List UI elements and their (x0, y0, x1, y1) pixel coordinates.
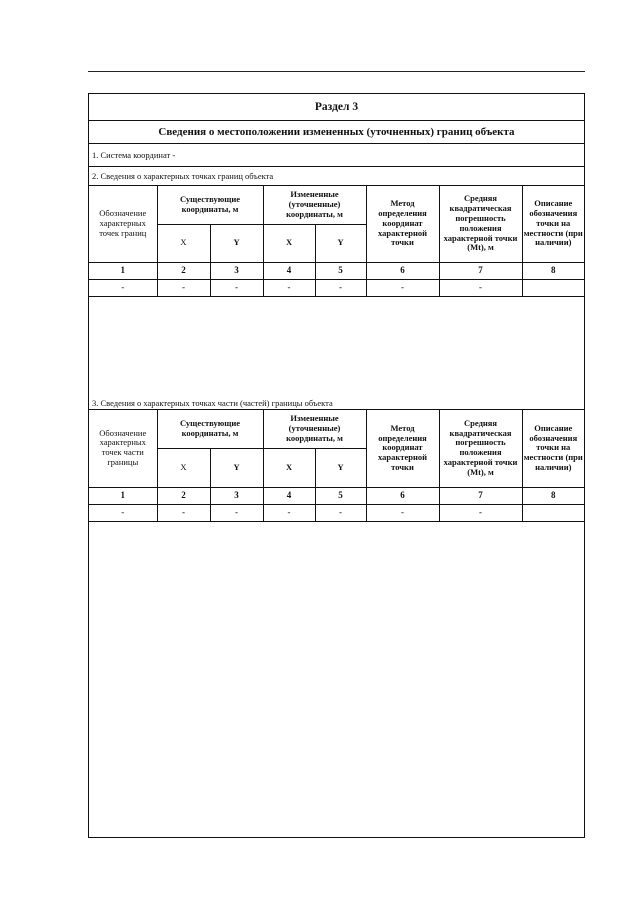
header-y: Y (210, 448, 263, 487)
column-number: 6 (366, 487, 439, 504)
column-number-row (89, 262, 584, 279)
header-changed: Измененные (уточненные) координаты, м (263, 410, 366, 448)
table1-caption: 2. Сведения о характерных точках границ объекта (89, 167, 584, 186)
header-method: Метод определения координат характерной точки (366, 186, 439, 262)
column-number: 5 (315, 487, 366, 504)
header-designation: Обозначение характерных точек части границы (89, 410, 157, 487)
table-cell (522, 279, 584, 296)
table-cell: - (210, 279, 263, 296)
header-designation: Обозначение характерных точек границ (89, 186, 157, 262)
table-cell: - (263, 504, 315, 521)
column-number: 3 (210, 262, 263, 279)
table-cell: - (89, 504, 157, 521)
table-cell: - (366, 504, 439, 521)
table-header-row (89, 186, 584, 224)
header-description: Описание обозначения точки на местности (при наличии) (522, 410, 584, 487)
column-number: 1 (89, 487, 157, 504)
section-frame (88, 93, 585, 838)
top-rule (88, 71, 585, 72)
table-header-row (89, 410, 584, 448)
header-y: Y (210, 224, 263, 262)
table-cell: - (315, 504, 366, 521)
column-number: 3 (210, 487, 263, 504)
column-number: 2 (157, 487, 210, 504)
header-x: X (157, 448, 210, 487)
column-number: 2 (157, 262, 210, 279)
boundary-points-table (89, 186, 584, 297)
column-number: 4 (263, 262, 315, 279)
column-number: 6 (366, 262, 439, 279)
blank-area (89, 521, 584, 839)
header-method: Метод определения координат характерной точки (366, 410, 439, 487)
table-cell: - (439, 504, 522, 521)
boundary-part-points-table (89, 410, 584, 522)
header-x: X (263, 448, 315, 487)
table-cell: - (366, 279, 439, 296)
coordinate-system: 1. Система координат - (89, 144, 584, 167)
column-number: 8 (522, 487, 584, 504)
header-existing: Существующие координаты, м (157, 186, 263, 224)
section-subtitle: Сведения о местоположении измененных (уточненных) границ объекта (89, 121, 584, 144)
table-cell: - (157, 504, 210, 521)
table2-caption: 3. Сведения о характерных точках части (частей) границы объекта (89, 396, 584, 410)
column-number: 5 (315, 262, 366, 279)
table-cell: - (263, 279, 315, 296)
column-number: 7 (439, 487, 522, 504)
header-changed: Измененные (уточненные) координаты, м (263, 186, 366, 224)
column-number: 4 (263, 487, 315, 504)
table-cell: - (315, 279, 366, 296)
table-cell: - (89, 279, 157, 296)
column-number: 8 (522, 262, 584, 279)
header-x: X (157, 224, 210, 262)
header-error: Средняя квадратическая погрешность положения характерной точки (Mt), м (439, 410, 522, 487)
table-cell: - (210, 504, 263, 521)
header-existing: Существующие координаты, м (157, 410, 263, 448)
table-row (89, 504, 584, 521)
header-description: Описание обозначения точки на местности (при наличии) (522, 186, 584, 262)
header-x: X (263, 224, 315, 262)
column-number: 7 (439, 262, 522, 279)
table-cell (522, 504, 584, 521)
table-row (89, 279, 584, 296)
section-title: Раздел 3 (89, 94, 584, 121)
column-number: 1 (89, 262, 157, 279)
header-y: Y (315, 224, 366, 262)
table-cell: - (157, 279, 210, 296)
header-y: Y (315, 448, 366, 487)
header-error: Средняя квадратическая погрешность положения характерной точки (Mt), м (439, 186, 522, 262)
column-number-row (89, 487, 584, 504)
table-cell: - (439, 279, 522, 296)
